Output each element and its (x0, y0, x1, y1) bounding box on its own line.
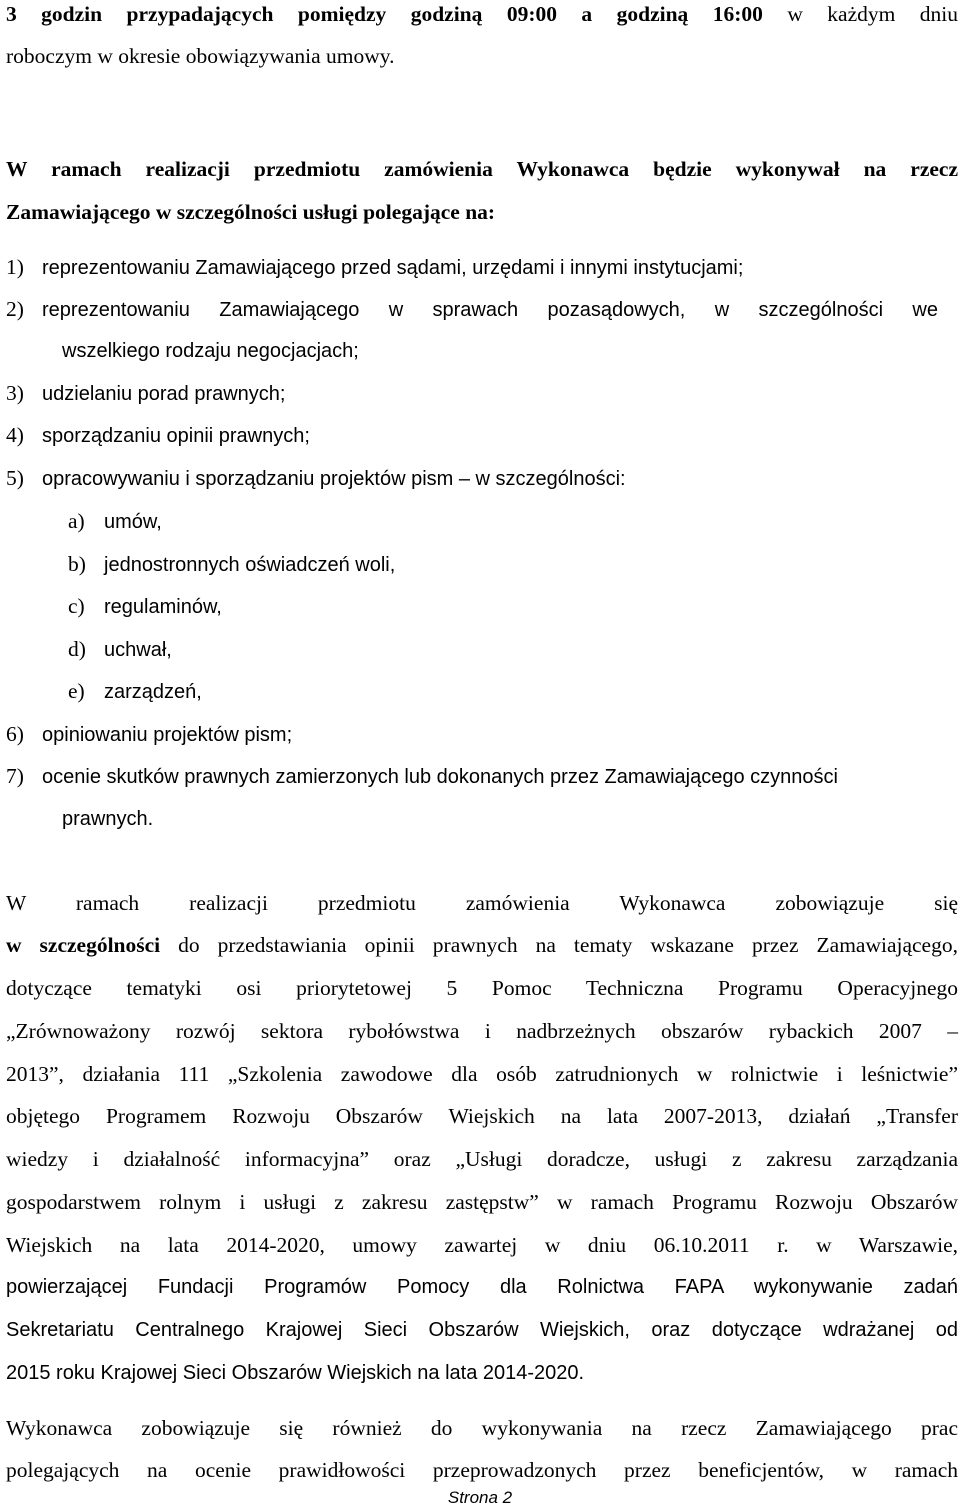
text: do przedstawiania opinii prawnych na tematy wskazane przez Zamawiającego, (160, 933, 958, 957)
bold-text: 3 godzin przypadających pomiędzy godziną 09:00 a godziną 16:00 (6, 2, 763, 26)
list-item (6, 254, 743, 281)
list-item-text: reprezentowaniu Zamawiającego w sprawach pozasądowych, w szczególności we (42, 299, 938, 321)
paragraph-line: powierzającej Fundacji Programów Pomocy dla Rolnictwa FAPA wykonywanie zadań (6, 1276, 958, 1298)
sublist-item (68, 636, 172, 663)
sublist-item-text: umów, (104, 511, 162, 533)
list-item (6, 422, 310, 449)
paragraph-line: „Zrównoważony rozwój sektora rybołówstwa i nadbrzeżnych obszarów rybackich 2007 – (6, 1019, 958, 1043)
list-item (6, 763, 838, 790)
list-item (6, 721, 292, 748)
paragraph-line: Wykonawca zobowiązuje się również do wykonywania na rzecz Zamawiającego prac (6, 1416, 958, 1440)
sublist-letter: a) (68, 509, 85, 533)
paragraph-line: W ramach realizacji przedmiotu zamówienia Wykonawca zobowiązuje się (6, 891, 958, 915)
paragraph-line: polegających na ocenie prawidłowości przeprowadzonych przez beneficjentów, w ramach (6, 1458, 958, 1482)
list-item-text: ocenie skutków prawnych zamierzonych lub dokonanych przez Zamawiającego czynności (42, 766, 838, 788)
list-item-text: opracowywaniu i sporządzaniu projektów pism – w szczególności: (42, 468, 626, 490)
section-heading-line: W ramach realizacji przedmiotu zamówienia Wykonawca będzie wykonywał na rzecz (6, 157, 958, 181)
sublist-letter: b) (68, 552, 86, 576)
paragraph-line: Wiejskich na lata 2014-2020, umowy zawartej w dniu 06.10.2011 r. w Warszawie, (6, 1233, 958, 1257)
sublist-item-text: regulaminów, (104, 596, 222, 618)
list-number: 1) (6, 255, 24, 279)
sublist-item-text: uchwał, (104, 639, 172, 661)
paragraph-line (6, 932, 958, 958)
paragraph-line: 2013”, działania 111 „Szkolenia zawodowe dla osób zatrudnionych w rolnictwie i leśnictwie” (6, 1062, 958, 1086)
sublist-item (68, 678, 202, 705)
sublist-item (68, 508, 162, 535)
sublist-item (68, 551, 395, 578)
sublist-item-text: zarządzeń, (104, 681, 202, 703)
paragraph-line: roboczym w okresie obowiązywania umowy. (6, 44, 395, 68)
paragraph-line (6, 1, 958, 27)
list-number: 5) (6, 466, 24, 490)
sublist-letter: e) (68, 679, 85, 703)
list-item-continuation: wszelkiego rodzaju negocjacjach; (62, 340, 359, 362)
list-number: 6) (6, 722, 24, 746)
list-item (6, 380, 286, 407)
list-item (6, 296, 958, 323)
list-item-text: sporządzaniu opinii prawnych; (42, 425, 310, 447)
paragraph-line: 2015 roku Krajowej Sieci Obszarów Wiejskich na lata 2014-2020. (6, 1362, 585, 1384)
list-item-text: reprezentowaniu Zamawiającego przed sądami, urzędami i innymi instytucjami; (42, 257, 744, 279)
list-number: 7) (6, 764, 24, 788)
sublist-letter: c) (68, 594, 85, 618)
sublist-item-text: jednostronnych oświadczeń woli, (104, 554, 396, 576)
paragraph-line: Sekretariatu Centralnego Krajowej Sieci Obszarów Wiejskich, oraz dotyczące wdrażanej od (6, 1319, 958, 1341)
bold-text: w szczególności (6, 933, 161, 957)
section-heading-line: Zamawiającego w szczególności usługi polegające na: (6, 200, 496, 224)
list-item (6, 465, 626, 492)
page-number-footer: Strona 2 (447, 1488, 513, 1507)
list-item-text: udzielaniu porad prawnych; (42, 383, 286, 405)
text: w każdym dniu (762, 2, 959, 26)
paragraph-line: gospodarstwem rolnym i usługi z zakresu zastępstw” w ramach Programu Rozwoju Obszarów (6, 1190, 958, 1214)
paragraph-line: dotyczące tematyki osi priorytetowej 5 Pomoc Techniczna Programu Operacyjnego (6, 976, 958, 1000)
list-number: 3) (6, 381, 24, 405)
sublist-item (68, 593, 222, 620)
list-item-continuation: prawnych. (62, 808, 154, 830)
list-number: 2) (6, 297, 24, 321)
paragraph-line: wiedzy i działalność informacyjna” oraz „Usługi doradcze, usługi z zakresu zarządzania (6, 1147, 958, 1171)
list-item-text: opiniowaniu projektów pism; (42, 724, 293, 746)
list-number: 4) (6, 423, 24, 447)
paragraph-line: objętego Programem Rozwoju Obszarów Wiejskich na lata 2007-2013, działań „Transfer (6, 1104, 958, 1128)
sublist-letter: d) (68, 637, 86, 661)
